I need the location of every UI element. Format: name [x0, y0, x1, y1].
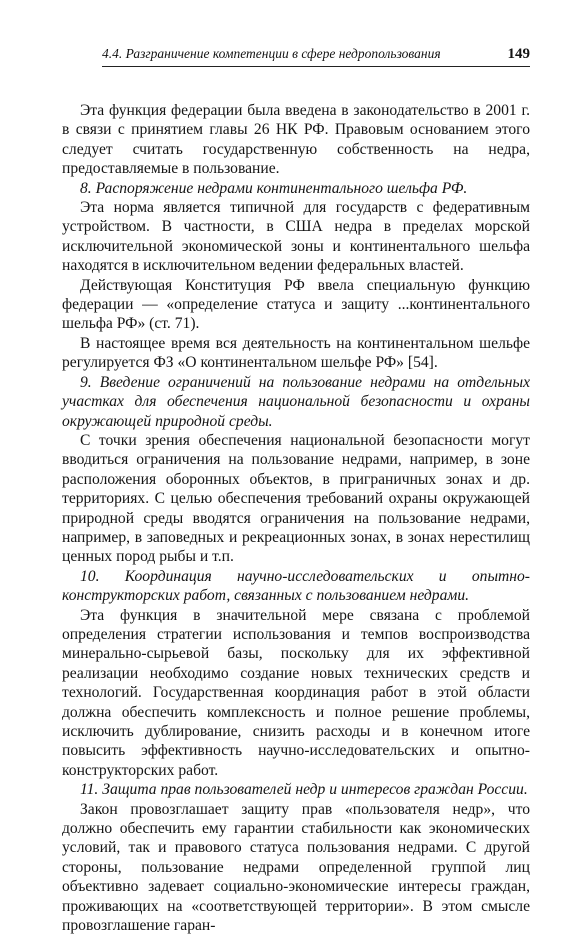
paragraph: Действующая Конституция РФ ввела специальную функцию федерации — «определение статуса и защиту ...континентального шельфа РФ» (ст. 71).	[62, 276, 530, 333]
paragraph: С точки зрения обеспечения национальной безопасности могут вводиться ограничения на пользование недрами, например, в зоне расположения оборонных объектов, в приграничных зонах и др. территориях. С целью обеспечения требований охраны окружающей природной среды вводятся ограничения на пользование недрами, например, в заповедных и рекреационных зонах, в зонах нерестилищ ценных пород рыбы и т.п.	[62, 431, 530, 566]
paragraph: Эта функция федерации была введена в законодательство в 2001 г. в связи с принятием главы 26 НК РФ. Правовым основанием этого следует считать государственную собственность на недра, предоставляемые в пользование.	[62, 102, 530, 178]
paragraph: Эта функция в значительной мере связана с проблемой определения стратегии использования и темпов воспроизводства минерально-сырьевой базы, поскольку для их эффективной реализации необходимо создание новых технических средств и технологий. Государственная координация работ в этой области должна обеспечить комплексность и полное решение проблемы, исключить дублирование, снизить расходы и в конечном итоге повысить эффективность научно-исследовательских и опытно-конструкторских работ.	[62, 606, 530, 779]
list-item-heading: 9. Введение ограничений на пользование недрами на отдельных участках для обеспечения национальной безопасности и охраны окружающей природной среды.	[62, 373, 530, 430]
list-item-heading: 10. Координация научно-исследовательских и опытно-конструкторских работ, связанных с пользованием недрами.	[62, 567, 530, 605]
running-header	[102, 46, 530, 67]
book-page	[62, 46, 530, 935]
paragraph: Закон провозглашает защиту прав «пользователя недр», что должно обеспечить ему гарантии стабильности как экономических условий, так и правового статуса пользования недрами. С другой стороны, пользование недрами определенной группой лиц объективно задевает социально-экономические интересы граждан, проживающих на «соответствующей территории». В этом смысле провозглашение гаран-	[62, 800, 530, 935]
page-number: 149	[507, 46, 530, 62]
paragraph: В настоящее время вся деятельность на континентальном шельфе регулируется ФЗ «О континентальном шельфе РФ» [54].	[62, 334, 530, 372]
list-item-heading: 11. Защита прав пользователей недр и интересов граждан России.	[80, 781, 528, 799]
list-item-heading: 8. Распоряжение недрами континентального шельфа РФ.	[80, 179, 468, 197]
paragraph: Эта норма является типичной для государств с федеративным устройством. В частности, в США недра в пределах морской исключительной экономической зоны и континентального шельфа находятся в исключительном ведении федеральных властей.	[62, 199, 530, 275]
page-body	[62, 101, 530, 935]
section-title: 4.4. Разграничение компетенции в сфере недропользования	[102, 46, 441, 61]
